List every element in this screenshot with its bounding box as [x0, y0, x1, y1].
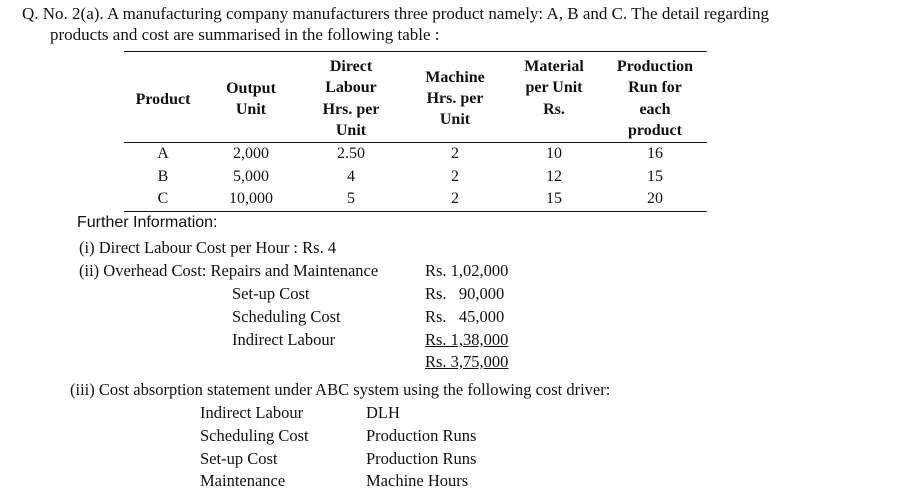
cell-output: 2,000 [233, 145, 269, 162]
header-machine-line3: Unit [439, 111, 471, 128]
table-header-rule [124, 142, 707, 143]
cell-material: 12 [546, 168, 562, 185]
cell-runs: 20 [647, 190, 663, 207]
cell-labour: 5 [347, 190, 355, 207]
driver-activity-maintenance: Maintenance [200, 471, 286, 490]
cell-labour: 2.50 [337, 145, 365, 162]
further-info-heading: Further Information: [77, 214, 218, 231]
cell-output: 5,000 [233, 168, 269, 185]
driver-machine-hours: Machine Hours [366, 471, 469, 490]
driver-activity-indirect-labour: Indirect Labour [200, 403, 304, 422]
info-item-3: (iii) Cost absorption statement under ABC system using the following cost driver: [70, 380, 611, 399]
driver-activity-scheduling: Scheduling Cost [200, 426, 309, 445]
header-output-line2: Unit [235, 101, 267, 118]
header-labour-line1: Direct [329, 58, 373, 75]
question-line-1: Q. No. 2(a). A manufacturing company manufacturers three product namely: A, B and C. The detail regarding [22, 4, 769, 23]
overhead-label-setup: Set-up Cost [232, 284, 310, 303]
cell-machine: 2 [451, 168, 459, 185]
header-runs-line4: product [628, 122, 682, 139]
overhead-label-scheduling: Scheduling Cost [232, 307, 341, 326]
header-material-line1: Material [524, 58, 584, 75]
cell-material: 10 [546, 145, 562, 162]
overhead-amount-setup: Rs. 90,000 [425, 284, 505, 303]
header-material-line3: Rs. [543, 101, 565, 118]
info-item-2-label: (ii) Overhead Cost: Repairs and Maintenance [79, 261, 379, 280]
driver-production-runs: Production Runs [366, 426, 477, 445]
cell-labour: 4 [347, 168, 355, 185]
header-runs-line1: Production [616, 58, 694, 75]
cell-product: A [157, 145, 169, 162]
header-output-line1: Output [226, 80, 276, 97]
overhead-total: Rs. 3,75,000 [425, 352, 509, 371]
overhead-amount-scheduling: Rs. 45,000 [425, 307, 505, 326]
cell-product: B [157, 168, 169, 185]
table-top-rule [124, 51, 707, 52]
table-bottom-rule [124, 211, 707, 212]
driver-production-runs: Production Runs [366, 449, 477, 468]
header-machine-line2: Hrs. per [426, 90, 484, 107]
header-material-line2: per Unit [525, 79, 583, 96]
overhead-amount-indirect-labour: Rs. 1,38,000 [425, 330, 509, 349]
header-runs-line2: Run for [628, 79, 682, 96]
question-line-2: products and cost are summarised in the following table : [50, 25, 440, 44]
header-labour-line3: Hrs. per [322, 101, 380, 118]
header-machine-line1: Machine [425, 69, 485, 86]
info-item-1: (i) Direct Labour Cost per Hour : Rs. 4 [79, 238, 337, 257]
cell-output: 10,000 [229, 190, 273, 207]
cell-runs: 16 [647, 145, 663, 162]
header-labour-line4: Unit [335, 122, 367, 139]
overhead-label-indirect-labour: Indirect Labour [232, 330, 336, 349]
cell-product: C [157, 190, 169, 207]
cell-machine: 2 [451, 145, 459, 162]
driver-dlh: DLH [366, 403, 400, 422]
driver-activity-setup: Set-up Cost [200, 449, 278, 468]
header-runs-line3: each [639, 101, 671, 118]
header-labour-line2: Labour [325, 79, 377, 96]
overhead-amount-repairs: Rs. 1,02,000 [425, 261, 509, 280]
cell-material: 15 [546, 190, 562, 207]
header-product: Product [135, 91, 191, 108]
cell-runs: 15 [647, 168, 663, 185]
cell-machine: 2 [451, 190, 459, 207]
